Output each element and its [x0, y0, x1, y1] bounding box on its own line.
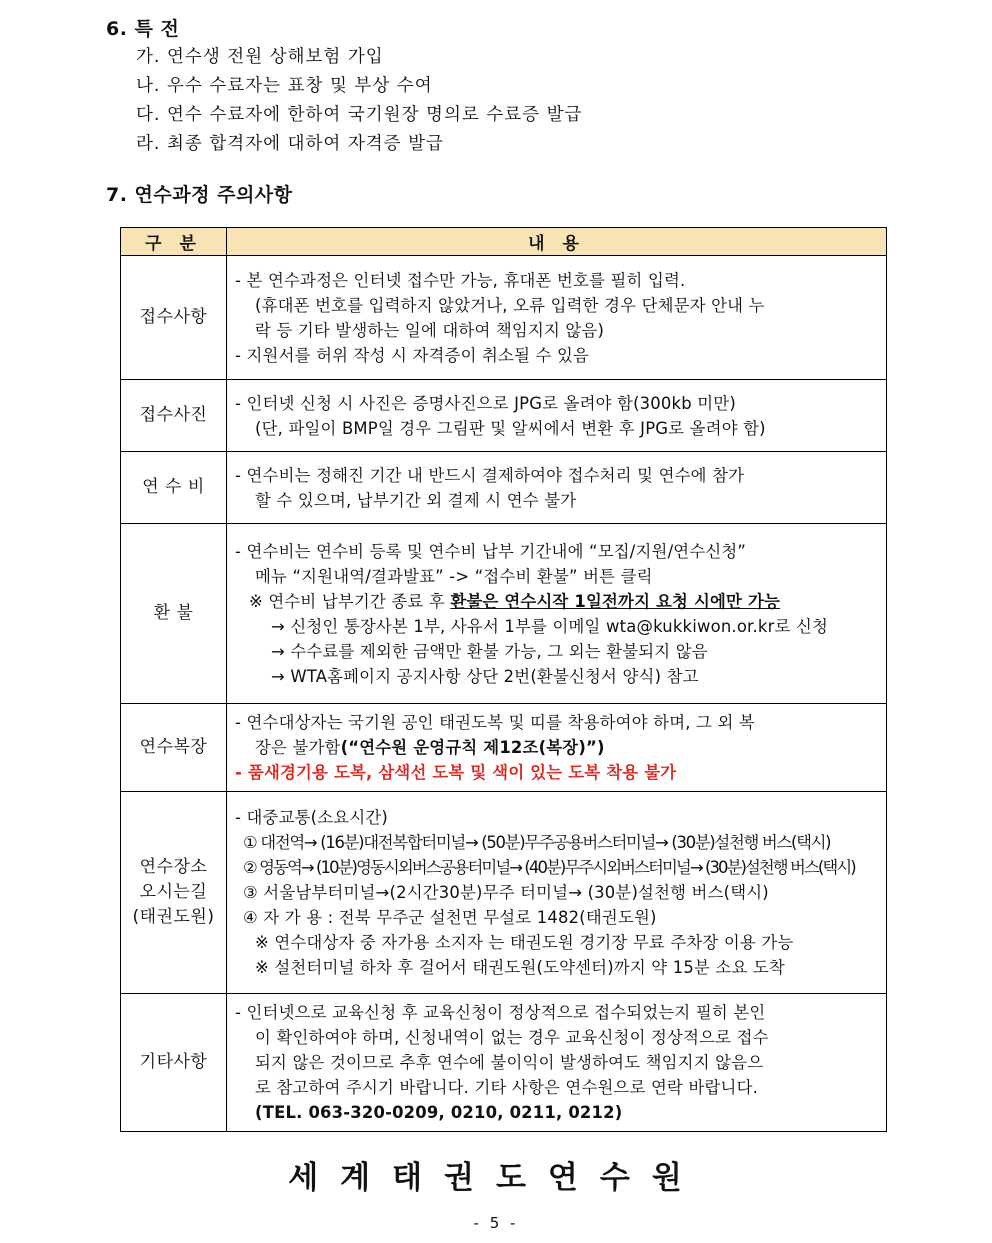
content-line: 락 등 기타 발생하는 일에 대하여 책임지지 않음)	[255, 320, 605, 340]
row-content-fee	[227, 452, 887, 524]
content-line	[235, 589, 876, 614]
benefit-item-3: 다. 연수 수료자에 한하여 국기원장 명의로 수료증 발급	[136, 105, 583, 125]
refund-deadline-emphasis: 환불은 연수시작 1일전까지 요청 시에만 가능	[450, 591, 781, 611]
content-line: 할 수 있으며, 납부기간 외 결제 시 연수 불가	[255, 490, 577, 510]
content-line: (휴대폰 번호를 입력하지 않았거나, 오류 입력한 경우 단체문자 안내 누	[255, 295, 765, 315]
content-line: 로 참고하여 주시기 바랍니다. 기타 사항은 연수원으로 연락 바랍니다.	[255, 1078, 759, 1097]
content-line: - 대중교통(소요시간)	[235, 808, 388, 827]
content-line: → WTA홈페이지 공지사항 상단 2번(환불신청서 양식) 참고	[271, 666, 699, 686]
refund-note: ※ 연수비 납부기간 종료 후	[249, 591, 451, 611]
benefit-item-1: 가. 연수생 전원 상해보험 가입	[136, 47, 384, 67]
row-content-refund	[227, 524, 887, 704]
content-line: (단, 파일이 BMP일 경우 그림판 및 알씨에서 변환 후 JPG로 올려야 함)	[255, 418, 766, 438]
row-label-directions	[121, 792, 227, 994]
content-line: → 신청인 통장사본 1부, 사유서 1부를 이메일 wta@kukkiwon.or.kr로 신청	[271, 616, 829, 636]
row-label-attire: 연수복장	[121, 704, 227, 792]
row-label-fee: 연 수 비	[121, 452, 227, 524]
notice-table	[120, 227, 887, 1132]
row-content-directions	[227, 792, 887, 994]
section-7-title: 7. 연수과정 주의사항	[106, 184, 293, 206]
content-line	[235, 735, 876, 760]
attire-warning: - 품새경기용 도복, 삼색선 도복 및 색이 있는 도복 착용 불가	[235, 763, 677, 782]
table-row	[121, 792, 887, 994]
page-number: - 5 -	[473, 1214, 519, 1232]
content-line: → 수수료를 제외한 금액만 환불 가능, 그 외는 환불되지 않음	[271, 641, 708, 661]
content-line: ※ 연수대상자 중 자가용 소지자 는 태권도원 경기장 무료 주차장 이용 가능	[255, 933, 794, 952]
table-row	[121, 452, 887, 524]
benefit-item-2: 나. 우수 수료자는 표창 및 부상 수여	[136, 76, 433, 96]
section-6-title: 6. 특 전	[106, 18, 180, 40]
route-line: ③ 서울남부터미널→(2시간30분)무주 터미널→ (30분)설천행 버스(택시)	[243, 883, 769, 902]
header-content: 내 용	[227, 228, 887, 256]
table-row	[121, 524, 887, 704]
content-line: - 본 연수과정은 인터넷 접수만 가능, 휴대폰 번호를 필히 입력.	[235, 270, 686, 290]
attire-text: 장은 불가함	[255, 738, 341, 757]
content-line: 되지 않은 것이므로 추후 연수에 불이익이 발생하여도 책임지지 않음으	[255, 1053, 764, 1072]
content-line: - 인터넷으로 교육신청 후 교육신청이 정상적으로 접수되었는지 필히 본인	[235, 1003, 766, 1022]
row-content-photo	[227, 380, 887, 452]
route-line: ① 대전역→ (16분)대전복합터미널→ (50분)무주공용버스터미널→ (30분)설천행 버스(택시)	[243, 833, 831, 852]
table-header-row	[121, 228, 887, 256]
content-line: 메뉴 “지원내역/결과발표” -> “접수비 환불” 버튼 클릭	[255, 566, 653, 586]
content-line: 이 확인하여야 하며, 신청내역이 없는 경우 교육신청이 정상적으로 접수	[255, 1028, 769, 1047]
label-line: 연수장소	[139, 857, 208, 877]
row-content-other	[227, 994, 887, 1132]
row-label-photo: 접수사진	[121, 380, 227, 452]
table-row	[121, 256, 887, 380]
organization-name: 세계태권도연수원	[288, 1160, 704, 1196]
row-content-attire	[227, 704, 887, 792]
content-line: - 연수대상자는 국기원 공인 태권도복 및 띠를 착용하여야 하며, 그 외 복	[235, 713, 755, 732]
label-line: 오시는길	[139, 882, 208, 902]
route-line: ④ 자 가 용 : 전북 무주군 설천면 무설로 1482(태권도원)	[243, 908, 657, 927]
table-row	[121, 994, 887, 1132]
table-row	[121, 704, 887, 792]
content-line: - 연수비는 정해진 기간 내 반드시 결제하여야 접수처리 및 연수에 참가	[235, 465, 745, 485]
label-line: (태권도원)	[132, 907, 215, 927]
content-line: - 인터넷 신청 시 사진은 증명사진으로 JPG로 올려야 함(300kb 미만)	[235, 393, 736, 413]
row-label-registration: 접수사항	[121, 256, 227, 380]
row-label-other: 기타사항	[121, 994, 227, 1132]
table-row	[121, 380, 887, 452]
contact-phone: (TEL. 063-320-0209, 0210, 0211, 0212)	[255, 1103, 623, 1122]
content-line: - 연수비는 연수비 등록 및 연수비 납부 기간내에 “모집/지원/연수신청”	[235, 541, 747, 561]
row-content-registration	[227, 256, 887, 380]
content-line: ※ 설천터미널 하차 후 걸어서 태권도원(도약센터)까지 약 15분 소요 도착	[255, 958, 785, 977]
attire-rule-reference: (“연수원 운영규칙 제12조(복장)”)	[340, 738, 605, 757]
benefit-item-4: 라. 최종 합격자에 대하여 자격증 발급	[136, 134, 444, 154]
route-line: ② 영동역→ (10분)영동시외버스공용터미널→ (40분)무주시외버스터미널→ (30분)설천행 버스(택시)	[243, 858, 855, 877]
row-label-refund: 환 불	[121, 524, 227, 704]
content-line: - 지원서를 허위 작성 시 자격증이 취소될 수 있음	[235, 345, 590, 365]
header-category: 구 분	[121, 228, 227, 256]
